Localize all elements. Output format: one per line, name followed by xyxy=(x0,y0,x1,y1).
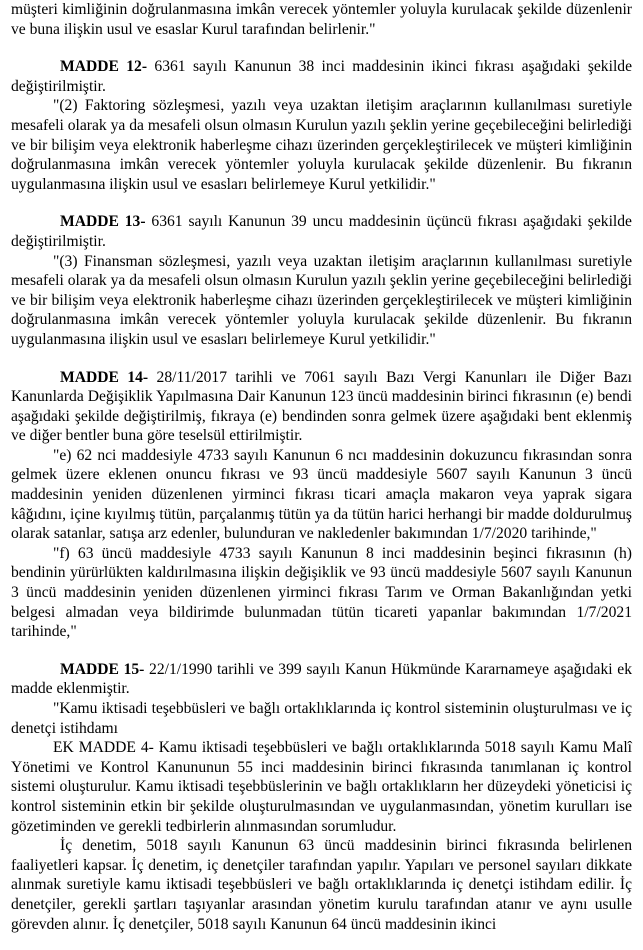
madde-15-paragraph xyxy=(11,660,632,699)
madde-13-quote: "(3) Finansman sözleşmesi, yazılı veya uzaktan iletişim araçlarının kullanılması suretiyle mesafeli olarak ya da mesafeli olsun olmasın Kurulun yazılı şeklin yerine geçebileceğini belirlediği ve bir bilişim veya elektronik haberleşme cihazı üzerinden gerçekleştirilecek ve müşteri kimliğinin doğrulanmasına imkân verecek yöntemler yoluyla kurulacak şekilde düzenlenir. Bu fıkranın uygulanmasına ilişkin usul ve esasları belirlemeye Kurul yetkilidir." xyxy=(11,252,632,348)
madde-13-paragraph xyxy=(11,212,632,251)
ek-madde-4-label: EK MADDE 4- xyxy=(53,739,154,757)
ek-madde-4-paragraph-2: İç denetim, 5018 sayılı Kanunun 63 üncü maddesinin birinci fıkrasında belirlenen faaliyetleri kapsar. İç denetim, iç denetçiler tarafından yapılır. Yapıları ve personel sayıları dikkate alınmak suretiyle kamu iktisadi teşebbüsleri ve bağlı ortaklıklarında iç denetçi istihdam edilir. İç denetçiler, gerekli şartları taşıyanlar arasından yönetim kurulu tarafından atanır ve aynı usulle görevden alınır. İç denetçiler, 5018 sayılı Kanunun 64 üncü maddesinin ikinci xyxy=(11,837,632,933)
madde-12-lead: 6361 sayılı Kanunun 38 inci maddesinin ikinci fıkrası aşağıdaki şekilde değiştirilmiştir. xyxy=(11,58,632,95)
madde-13-lead: 6361 sayılı Kanunun 39 uncu maddesinin üçüncü fıkrası aşağıdaki şekilde değiştirilmiştir. xyxy=(11,213,632,250)
madde-13-label: MADDE 13- xyxy=(60,213,146,231)
madde-14-label: MADDE 14- xyxy=(60,368,149,386)
ek-madde-4-text: Kamu iktisadi teşebbüsleri ve bağlı ortaklıklarında 5018 sayılı Kamu Malî Yönetimi ve Kontrol Kanununun 55 inci maddesinin birinci fıkrasında tanımlanan iç kontrol sistemi oluşturulur. Kamu iktisadi teşebbüslerinin ve bağlı ortaklıkların her düzeydeki yöneticisi iç kontrol sisteminin etkin bir şekilde oluşturulmasından ve uygulanmasından, yönetim kurulları ise gözetiminden ve gerekli tedbirlerin alınmasından sorumludur. xyxy=(11,739,632,835)
madde-15-lead: 22/1/1990 tarihli ve 399 sayılı Kanun Hükmünde Kararnameye aşağıdaki ek madde eklenmiştir. xyxy=(11,660,632,698)
madde-12-quote: "(2) Faktoring sözleşmesi, yazılı veya uzaktan iletişim araçlarının kullanılması suretiyle mesafeli olarak ya da mesafeli olsun olmasın Kurulun yazılı şeklin yerine geçebileceğini belirlediği ve bir bilişim veya elektronik haberleşme cihazı üzerinden gerçekleştirilecek ve müşteri kimliğinin doğrulanmasına imkân verecek yöntemler yoluyla kurulacak şekilde düzenlenir. Bu fıkranın uygulanmasına ilişkin usul ve esasları belirlemeye Kurul yetkilidir." xyxy=(11,97,632,193)
madde-14-paragraph xyxy=(11,368,632,446)
madde-14-quote-e: "e) 62 nci maddesiyle 4733 sayılı Kanunun 6 ncı maddesinin dokuzuncu fıkrasından sonra gelmek üzere eklenen onuncu fıkrası ve 93 üncü maddesiyle 5607 sayılı Kanunun 3 üncü maddesinin yeniden düzenlenen yirminci fıkrası ticari amaçla makaron veya yaprak sigara kâğıdını, içine kıyılmış tütün, parçalanmış tütün ya da tütün harici herhangi bir madde doldurulmuş olarak satanlar, satışa arz edenler, bulunduran ve nakledenler bakımından 1/7/2020 tarihinde," xyxy=(11,446,632,543)
ek-madde-4-paragraph xyxy=(11,738,632,836)
madde-14-lead: 28/11/2017 tarihli ve 7061 sayılı Bazı Vergi Kanunları ile Diğer Bazı Kanunlarda Değişiklik Yapılmasına Dair Kanunun 123 üncü maddesinin birinci fıkrasının (e) bendi aşağıdaki şekilde değiştirilmiş, fıkraya (e) bendinden sonra gelmek üzere aşağıdaki bent eklenmiş ve diğer bentler buna göre teselsül ettirilmiştir. xyxy=(11,368,632,445)
intro-paragraph: müşteri kimliğinin doğrulanmasına imkân verecek yöntemler yoluyla kurulacak şekilde düzenlenir ve buna ilişkin usul ve esaslar Kurul tarafından belirlenir." xyxy=(11,1,632,38)
madde-15-quote-title: "Kamu iktisadi teşebbüsleri ve bağlı ortaklıklarında iç kontrol sisteminin oluşturulması ve iç denetçi istihdamı xyxy=(11,700,632,737)
madde-12-label: MADDE 12- xyxy=(60,58,148,76)
madde-14-quote-f: "f) 63 üncü maddesiyle 4733 sayılı Kanunun 8 inci maddesinin beşinci fıkrasının (h) bendinin yürürlükten kaldırılmasına ilişkin değişiklik ve 93 üncü maddesiyle 5607 sayılı Kanunun 3 üncü maddesinin yeniden düzenlenen yirminci fıkrası Tarım ve Orman Bakanlığından yetki belgesi almadan veya bildirimde bulunmadan tütün ticareti yapanlar bakımından 1/7/2021 tarihinde," xyxy=(11,544,632,641)
madde-15-label: MADDE 15- xyxy=(60,660,145,678)
madde-12-paragraph xyxy=(11,57,632,96)
